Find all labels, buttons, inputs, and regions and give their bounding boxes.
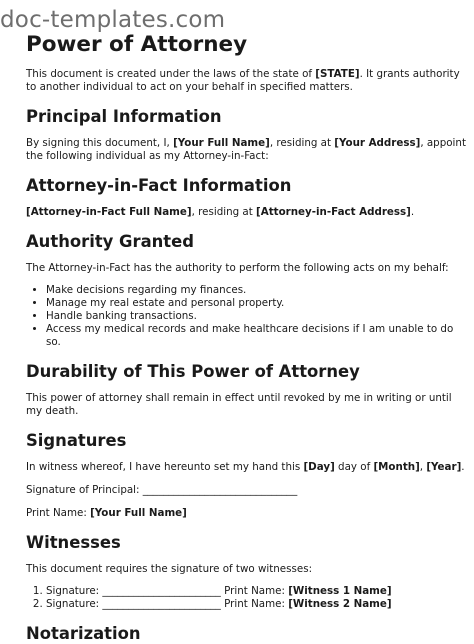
witness-list (26, 585, 466, 611)
witness-name-placeholder: [Witness 2 Name] (288, 598, 392, 610)
print-name-label: Print Name: (26, 507, 91, 519)
list-item: • Handle banking transactions. (46, 310, 466, 323)
principal-name-placeholder: [Your Full Name] (173, 137, 270, 149)
witnesses-heading: Witnesses (26, 533, 121, 552)
whereof-text-2: day of (334, 461, 374, 473)
list-item: • Make decisions regarding my finances. (46, 284, 466, 297)
whereof-text-1: In witness whereof, I have hereunto set my hand this (26, 461, 304, 473)
authority-paragraph: The Attorney-in-Fact has the authority to perform the following acts on my behalf: (26, 262, 449, 274)
intro-text-1: This document is created under the laws of the state of (26, 68, 316, 80)
month-placeholder: [Month] (373, 461, 420, 473)
list-item: • Manage my real estate and personal property. (46, 297, 466, 310)
whereof-text-3: , (419, 461, 427, 473)
witness-whereof-paragraph (26, 461, 466, 474)
whereof-text-4: . (461, 461, 465, 473)
witness-name-placeholder: [Witness 1 Name] (288, 585, 392, 597)
principal-heading: Principal Information (26, 107, 222, 126)
principal-print-name (26, 507, 466, 520)
state-placeholder: [STATE] (315, 68, 360, 80)
attorney-address-placeholder: [Attorney-in-Fact Address] (256, 206, 411, 218)
attorney-heading: Attorney-in-Fact Information (26, 176, 292, 195)
attorney-text-1: , residing at (191, 206, 257, 218)
witnesses-paragraph: This document requires the signature of two witnesses: (26, 563, 313, 575)
principal-paragraph (26, 137, 466, 163)
list-item: • Access my medical records and make healthcare decisions if I am unable to do so. (46, 323, 466, 349)
day-placeholder: [Day] (303, 461, 335, 473)
notarization-heading: Notarization (26, 624, 141, 643)
list-item (46, 598, 466, 611)
principal-text-2: , residing at (269, 137, 335, 149)
document (26, 32, 466, 644)
print-name-placeholder: [Your Full Name] (90, 507, 187, 519)
principal-address-placeholder: [Your Address] (334, 137, 421, 149)
intro-text-2: . It grants authority to another individual to act on your behalf in specified matters. (26, 68, 460, 93)
watermark: doc-templates.com (0, 7, 226, 33)
signatures-heading: Signatures (26, 431, 127, 450)
principal-text-3: , appoint the following individual as my Attorney-in-Fact: (26, 137, 466, 162)
attorney-paragraph (26, 206, 466, 219)
witness-signature-line: Signature: _______________________ Print Name: (46, 585, 289, 597)
durability-paragraph: This power of attorney shall remain in effect until revoked by me in writing or until my death. (26, 392, 452, 417)
list-item (46, 585, 466, 598)
intro-paragraph (26, 68, 466, 94)
attorney-text-2: . (410, 206, 415, 218)
principal-signature-line: Signature of Principal: ______________________________ (26, 484, 298, 496)
document-title: Power of Attorney (26, 32, 248, 57)
principal-text-1: By signing this document, I, (26, 137, 174, 149)
durability-heading: Durability of This Power of Attorney (26, 362, 360, 381)
year-placeholder: [Year] (426, 461, 462, 473)
authority-list (26, 284, 466, 349)
authority-heading: Authority Granted (26, 232, 194, 251)
attorney-name-placeholder: [Attorney-in-Fact Full Name] (26, 206, 192, 218)
witness-signature-line: Signature: _______________________ Print Name: (46, 598, 289, 610)
